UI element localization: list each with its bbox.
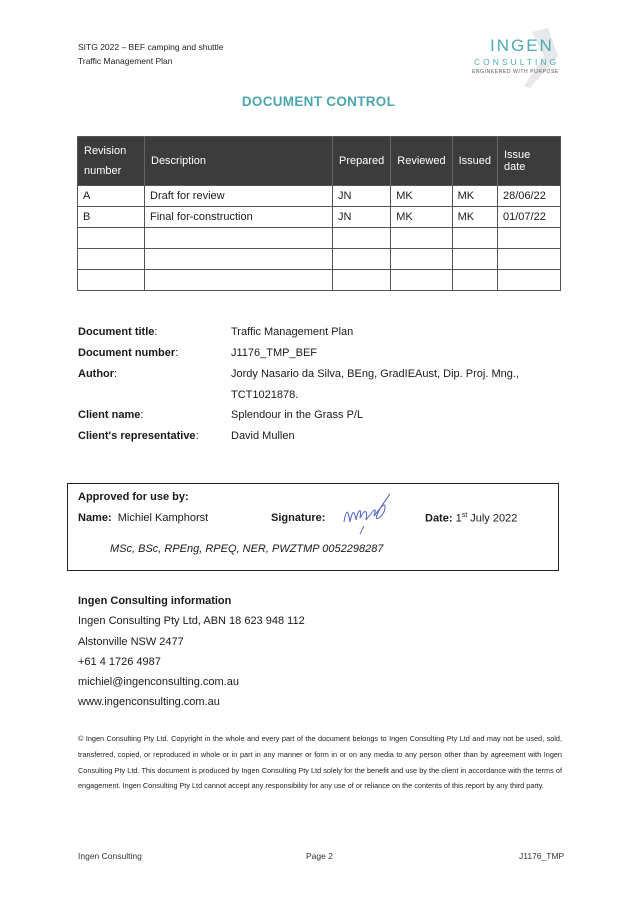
revision-table-header [78, 137, 561, 186]
col-header-prepared: Prepared [333, 137, 391, 186]
table-cell [498, 249, 561, 270]
table-cell: JN [333, 207, 391, 228]
approver-credentials: MSc, BSc, RPEng, RPEQ, NER, PWZTMP 0052298287 [110, 543, 384, 555]
company-info-line: +61 4 1726 4987 [78, 656, 161, 668]
approval-box [67, 483, 559, 571]
table-row [78, 207, 561, 228]
table-cell [452, 228, 497, 249]
table-cell: Draft for review [145, 186, 333, 207]
table-row [78, 270, 561, 291]
approval-date: Date: 1st July 2022 [425, 512, 518, 525]
table-cell: MK [391, 207, 452, 228]
table-cell [78, 270, 145, 291]
signature-label: Signature: [271, 512, 326, 524]
company-info-heading: Ingen Consulting information [78, 595, 232, 607]
table-cell: JN [333, 186, 391, 207]
company-logo [470, 26, 570, 90]
info-label: Document title: [78, 326, 158, 338]
header-project: SITG 2022 – BEF camping and shuttle [78, 42, 224, 52]
info-label: Author: [78, 368, 118, 380]
col-header-issue-date: Issue date [498, 137, 561, 186]
table-cell [333, 249, 391, 270]
info-value: Jordy Nasario da Silva, BEng, GradIEAust, Dip. Proj. Mng., [231, 368, 519, 380]
table-cell: A [78, 186, 145, 207]
page-title: DOCUMENT CONTROL [241, 94, 396, 109]
revision-table [77, 136, 561, 291]
table-cell [145, 249, 333, 270]
col-header-revision: Revision number [78, 137, 145, 186]
table-cell: MK [391, 186, 452, 207]
table-cell [145, 228, 333, 249]
company-email: michiel@ingenconsulting.com.au [78, 676, 239, 688]
footer-doc-ref: J1176_TMP [519, 851, 565, 861]
table-cell [78, 249, 145, 270]
company-info-line: Alstonville NSW 2477 [78, 636, 184, 648]
table-cell [391, 228, 452, 249]
table-cell [333, 270, 391, 291]
table-cell [498, 228, 561, 249]
table-row [78, 228, 561, 249]
company-website: www.ingenconsulting.com.au [78, 696, 220, 708]
table-cell [333, 228, 391, 249]
col-header-reviewed: Reviewed [391, 137, 452, 186]
table-cell: 01/07/22 [498, 207, 561, 228]
info-value: TCT1021878. [231, 389, 299, 401]
col-header-issued: Issued [452, 137, 497, 186]
table-cell [391, 270, 452, 291]
table-cell [391, 249, 452, 270]
info-value: David Mullen [231, 430, 295, 442]
footer-company: Ingen Consulting [78, 851, 142, 861]
approval-name: Name: Michiel Kamphorst [78, 512, 209, 524]
table-cell: MK [452, 207, 497, 228]
info-label: Client's representative: [78, 430, 199, 442]
info-value: J1176_TMP_BEF [231, 347, 318, 359]
footer-page-number: Page 2 [306, 851, 333, 861]
table-row [78, 249, 561, 270]
signature-image [338, 488, 398, 538]
copyright-notice: © Ingen Consulting Pty Ltd. Copyright in the whole and every part of the document belongs to Ingen Consulting Pty Ltd and may not be used, sold, transferred, copied, or reproduced in whole or in part in any manner or form in or on any media to any person other than by agreement with Ingen Consulting Pty Ltd. This document is produced by Ingen Consulting Pty Ltd solely for the benefit and use by the client in accordance with the terms of engagement. Ingen Consulting Pty Ltd cannot accept any responsibility for any use of or reliance on the contents of this report by any third party. [78, 734, 562, 791]
table-cell: MK [452, 186, 497, 207]
table-cell: Final for-construction [145, 207, 333, 228]
table-row [78, 186, 561, 207]
logo-word-consulting: CONSULTING [474, 57, 560, 67]
info-value: Traffic Management Plan [231, 326, 354, 338]
info-label: Client name: [78, 409, 144, 421]
header-doc-title: Traffic Management Plan [78, 56, 173, 66]
table-cell [452, 270, 497, 291]
info-label: Document number: [78, 347, 179, 359]
col-header-description: Description [145, 137, 333, 186]
approval-heading: Approved for use by: [78, 491, 189, 503]
logo-word: INGEN [490, 36, 554, 55]
logo-tagline: ENGINEERED WITH PURPOSE [472, 69, 559, 75]
info-value: Splendour in the Grass P/L [231, 409, 364, 421]
table-cell: B [78, 207, 145, 228]
table-cell [145, 270, 333, 291]
company-info-line: Ingen Consulting Pty Ltd, ABN 18 623 948 112 [78, 615, 305, 627]
table-cell [498, 270, 561, 291]
table-cell [452, 249, 497, 270]
table-cell [78, 228, 145, 249]
table-cell: 28/06/22 [498, 186, 561, 207]
